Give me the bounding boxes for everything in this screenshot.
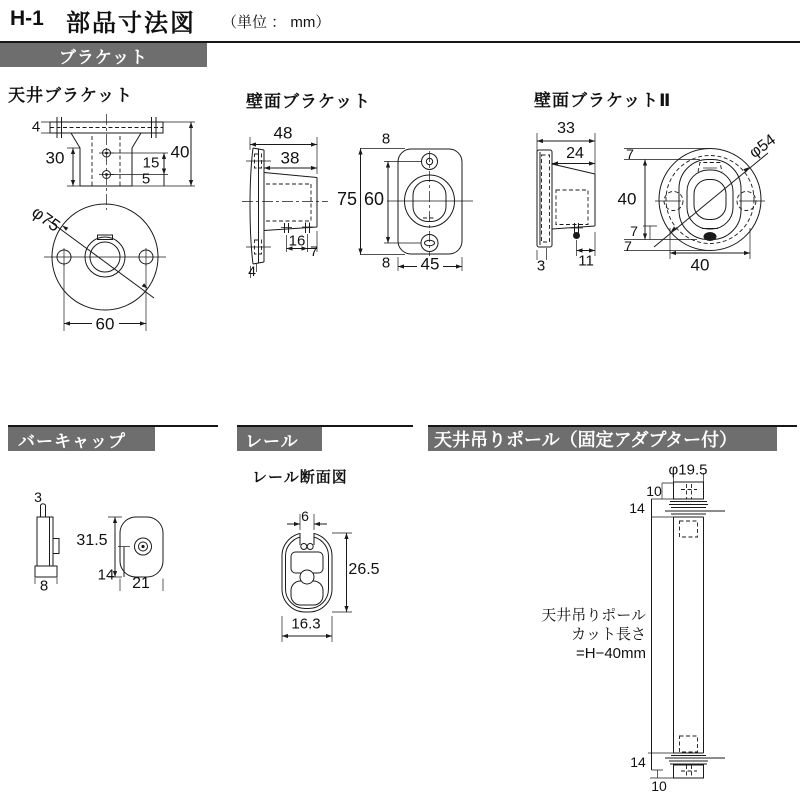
dim-w2-dia: φ54 xyxy=(746,131,780,162)
dim-po-cap-bot: 10 xyxy=(651,778,667,794)
dim-w2-depth: 33 xyxy=(557,120,575,137)
dim-cb-body-h: 30 xyxy=(45,148,65,168)
ceiling-bracket-bottom-view xyxy=(44,204,166,334)
dim-po-adapter-top: 14 xyxy=(629,500,645,516)
dim-rl-height: 26.5 xyxy=(348,561,380,578)
dim-w2-screw-off: 7 xyxy=(630,223,638,239)
dim-cb-flange-t: 4 xyxy=(31,118,41,136)
dim-cb-total-h: 40 xyxy=(170,142,190,162)
dim-cb-hole-edge: 5 xyxy=(141,170,151,188)
title-rail-section: レール断面図 xyxy=(252,469,348,486)
dim-bc-hole-off: 14 xyxy=(97,566,115,584)
dim-bc-tab: 3 xyxy=(34,489,42,505)
dim-bc-height: 31.5 xyxy=(76,532,108,549)
pole-note-line3: =H−40mm xyxy=(575,645,646,662)
banner-barcap: バーキャップ xyxy=(8,427,155,451)
unit-note: （単位 ： mm） xyxy=(222,14,331,31)
dim-cb-hole-pitch: 15 xyxy=(142,154,160,172)
wall-bracket-front-view xyxy=(358,149,473,272)
dim-bc-depth: 8 xyxy=(39,577,49,595)
dim-wb-top-off: 8 xyxy=(381,130,391,148)
dim-w2-flange-t: 3 xyxy=(536,257,546,275)
dim-wb-width: 45 xyxy=(420,254,440,274)
dim-wb-bot-off: 8 xyxy=(381,254,391,272)
dim-cb-dia: φ75 xyxy=(28,202,64,236)
banner-bracket: ブラケット xyxy=(0,43,207,67)
dim-w2-top-off: 7 xyxy=(626,146,634,162)
wall-bracket2-front-view xyxy=(624,146,768,260)
dim-w2-bot-off: 7 xyxy=(624,238,632,254)
dim-wb-hole-pitch: 60 xyxy=(363,189,385,209)
ceiling-pole-view xyxy=(648,473,725,778)
dim-wb-depth: 48 xyxy=(273,123,293,143)
dim-rl-width: 16.3 xyxy=(291,615,321,633)
dim-wb-flange-t: 4 xyxy=(248,263,256,279)
dim-w2-width: 40 xyxy=(690,255,710,275)
title-wall-bracket2: 壁面ブラケットⅡ xyxy=(534,91,672,110)
banner-rail: レール xyxy=(237,427,322,451)
dim-wb-screw-pitch: 16 xyxy=(288,232,306,250)
title-wall-bracket: 壁面ブラケット xyxy=(246,92,372,111)
pole-cut-length-note xyxy=(541,606,646,663)
dim-w2-tip: 11 xyxy=(578,252,594,270)
page-title: 部品寸法図 xyxy=(66,10,196,37)
dim-w2-height: 40 xyxy=(617,189,637,209)
title-ceiling-bracket: 天井ブラケット xyxy=(8,86,134,105)
dim-po-cap-top: 10 xyxy=(646,483,662,499)
dim-wb-boss-len: 38 xyxy=(280,148,300,168)
dim-wb-height: 75 xyxy=(336,189,358,209)
banner-pole: 天井吊りポール（固定アダプター付） xyxy=(428,427,777,451)
dim-po-dia: φ19.5 xyxy=(668,461,708,479)
dim-cb-hole-span: 60 xyxy=(95,314,115,334)
dim-po-adapter-bot: 14 xyxy=(630,754,646,770)
dim-w2-boss-len: 24 xyxy=(566,145,584,162)
dim-wb-tip: 7 xyxy=(310,243,318,259)
pole-note-line1: 天井吊りポール xyxy=(541,607,646,624)
dim-bc-width: 21 xyxy=(132,575,150,592)
dim-rl-slot: 6 xyxy=(301,508,309,524)
page-code: H-1 xyxy=(10,7,44,30)
pole-note-line2: カット長さ xyxy=(571,626,646,643)
